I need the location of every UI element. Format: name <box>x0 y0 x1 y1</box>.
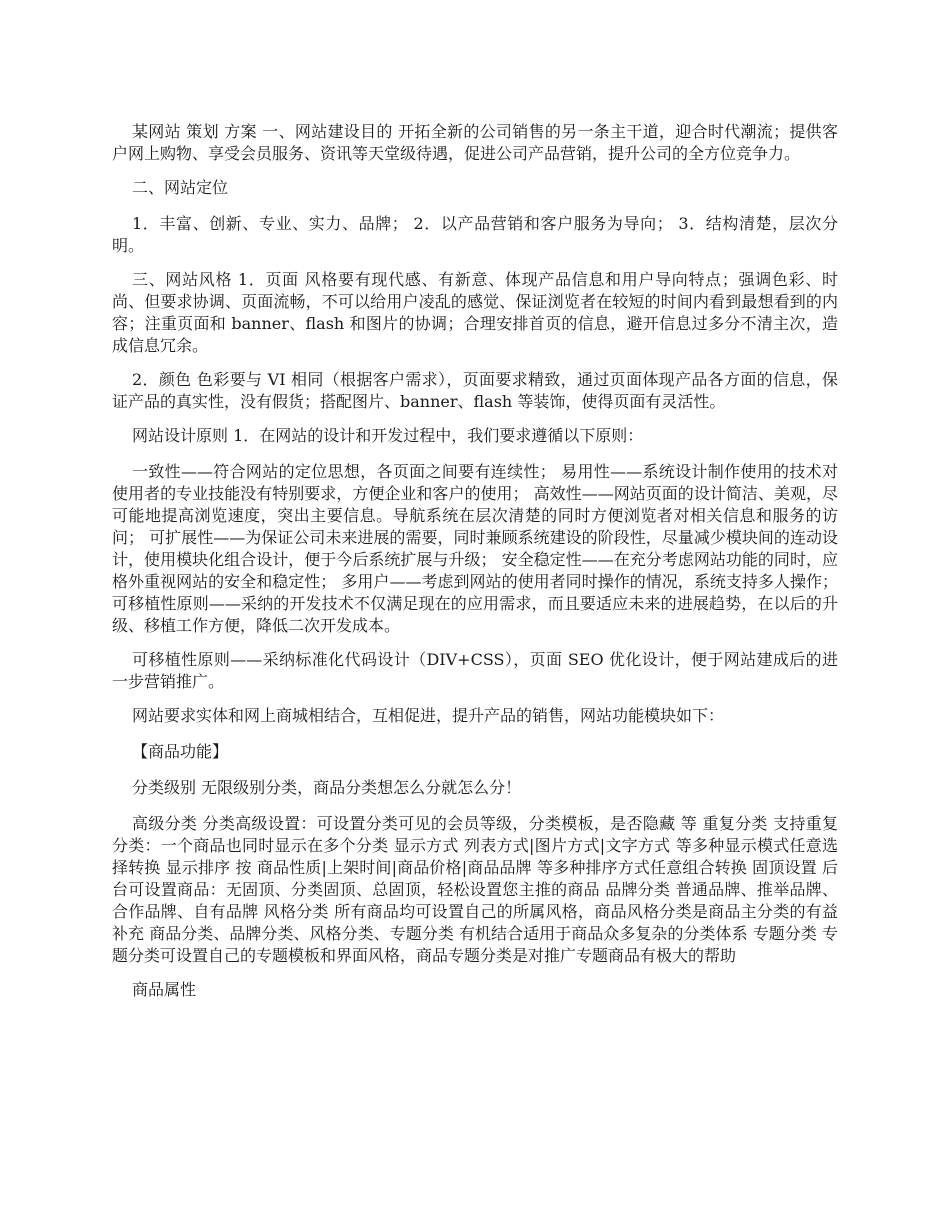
paragraph-site-style: 三、网站风格 1．页面 风格要有现代感、有新意、体现产品信息和用户导向特点；强调色彩、时尚、但要求协调、页面流畅，不可以给用户凌乱的感觉、保证浏览者在较短的时间内看到最想看到的内容；注重页面和 banner、flash 和图片的协调；合理安排首页的信息，避开信息过多分不清主次，造成信息冗余。 <box>112 270 838 355</box>
paragraph-function-modules: 网站要求实体和网上商城相结合，互相促进，提升产品的销售，网站功能模块如下： <box>132 706 725 725</box>
heading-product-attributes: 商品属性 <box>132 980 197 999</box>
paragraph-advanced-category: 高级分类 分类高级设置：可设置分类可见的会员等级，分类模板，是否隐藏 等 重复分类 支持重复分类：一个商品也同时显示在多个分类 显示方式 列表方式|图片方式|文字方式 等多种显示模式任意选择转换 显示排序 按 商品性质|上架时间|商品价格|商品品牌 等多种排序方式任意组合转换 固顶设置 后台可设置商品：无固顶、分类固顶、总固顶，轻松设置您主推的商品 品牌分类 普通品牌、推举品牌、合作品牌、自有品牌 风格分类 所有商品均可设置自己的所属风格，商品风格分类是商品主分类的有益补充 商品分类、品牌分类、风格分类、专题分类 有机结合适用于商品众多复杂的分类体系 专题分类 专题分类可设置自己的专题模板和界面风格，商品专题分类是对推广专题商品有极大的帮助 <box>112 814 838 965</box>
heading-product-function: 【商品功能】 <box>132 742 229 761</box>
paragraph-intro: 某网站 策划 方案 一、网站建设目的 开拓全新的公司销售的另一条主干道，迎合时代潮流；提供客户网上购物、享受会员服务、资讯等天堂级待遇，促进公司产品营销，提升公司的全方位竞争力。 <box>112 122 838 163</box>
paragraph-principles-detail: 一致性——符合网站的定位思想，各页面之间要有连续性； 易用性——系统设计制作使用的技术对使用者的专业技能没有特别要求，方便企业和客户的使用； 高效性——网站页面的设计简洁、美观，尽可能地提高浏览速度，突出主要信息。导航系统在层次清楚的同时方便浏览者对相关信息和服务的访问； 可扩展性——为保证公司未来进展的需要，同时兼顾系统建设的阶段性，尽量减少模块间的连动设计，使用模块化组合设计，便于今后系统扩展与升级； 安全稳定性——在充分考虑网站功能的同时，应格外重视网站的安全和稳定性； 多用户——考虑到网站的使用者同时操作的情况，系统支持多人操作； 可移植性原则——采纳的开发技术不仅满足现在的应用需求，而且要适应未来的进展趋势，在以后的升级、移植工作方便，降低二次开发成本。 <box>112 462 838 635</box>
paragraph-color: 2．颜色 色彩要与 VI 相同（根据客户需求），页面要求精致，通过页面体现产品各方面的信息，保证产品的真实性，没有假货；搭配图片、banner、flash 等装饰，使得页面有灵活性。 <box>112 370 838 411</box>
paragraph-category-level: 分类级别 无限级别分类，商品分类想怎么分就怎么分！ <box>132 778 522 797</box>
paragraph-design-principles: 网站设计原则 1．在网站的设计和开发过程中，我们要求遵循以下原则： <box>132 426 644 445</box>
document-body <box>112 121 838 1015</box>
paragraph-portability: 可移植性原则——采纳标准化代码设计（DIV+CSS），页面 SEO 优化设计，便于网站建成后的进一步营销推广。 <box>112 650 838 691</box>
paragraph-positioning-points: 1．丰富、创新、专业、实力、品牌； 2．以产品营销和客户服务为导向； 3．结构清楚，层次分明。 <box>112 214 838 255</box>
heading-site-positioning: 二、网站定位 <box>132 178 229 197</box>
